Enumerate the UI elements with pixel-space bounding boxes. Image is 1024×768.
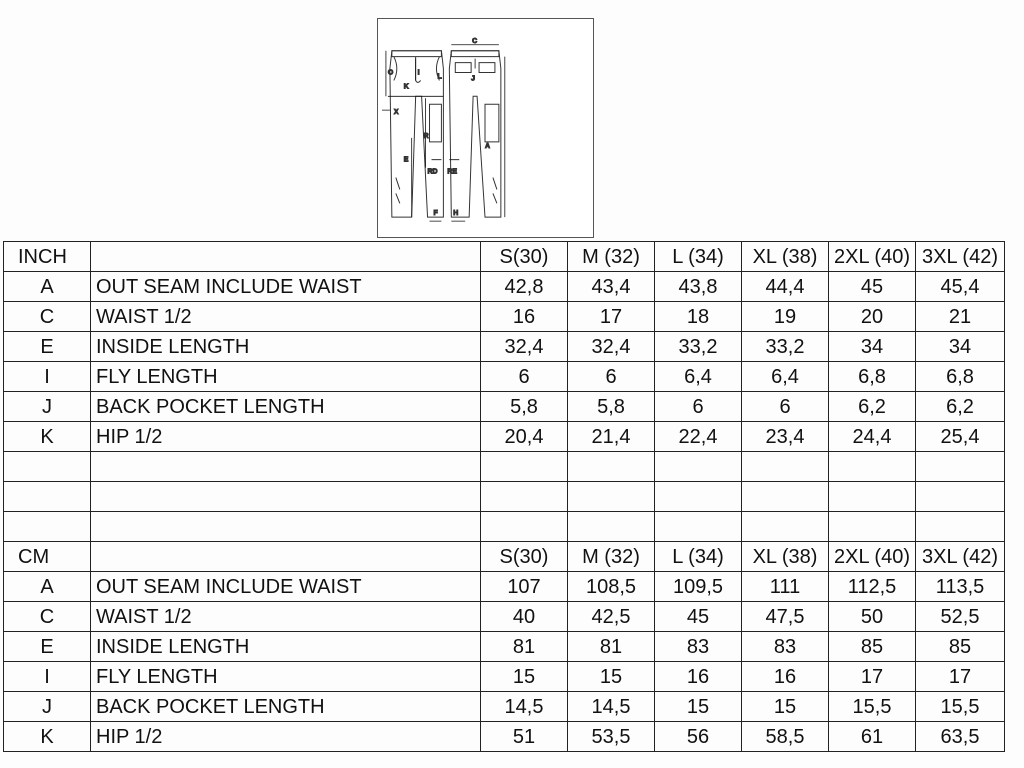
size-header-cell: L (34) xyxy=(655,242,742,272)
measurement-value: 16 xyxy=(742,662,829,692)
diagram-label-i: I xyxy=(417,69,420,77)
front-knee-seam xyxy=(396,178,400,204)
measurement-value: 15 xyxy=(481,662,568,692)
empty-cell xyxy=(742,482,829,512)
measurement-value: 113,5 xyxy=(916,572,1005,602)
back-pocket-right xyxy=(479,63,495,73)
measurement-value: 15 xyxy=(568,662,655,692)
measurement-code: K xyxy=(4,722,91,752)
measurement-value: 21,4 xyxy=(568,422,655,452)
measurement-value: 15,5 xyxy=(916,692,1005,722)
size-header-cell: 2XL (40) xyxy=(829,542,916,572)
measurement-value: 83 xyxy=(742,632,829,662)
diagram-label-o: O xyxy=(387,69,394,77)
table-row xyxy=(4,572,1005,602)
measurement-value: 16 xyxy=(655,662,742,692)
measurement-value: 45 xyxy=(829,272,916,302)
diagram-label-l: L xyxy=(437,73,442,81)
front-waistband xyxy=(392,51,442,57)
trousers-diagram xyxy=(377,18,594,238)
measurement-value: 19 xyxy=(742,302,829,332)
measurement-value: 50 xyxy=(829,602,916,632)
measurement-name: HIP 1/2 xyxy=(91,722,481,752)
empty-row xyxy=(4,512,1005,542)
measurement-value: 6,4 xyxy=(742,362,829,392)
measurement-code: E xyxy=(4,632,91,662)
measurement-name: FLY LENGTH xyxy=(91,662,481,692)
measurement-value: 22,4 xyxy=(655,422,742,452)
diagram-label-rd: RD xyxy=(427,168,438,176)
size-header-cell: 3XL (42) xyxy=(916,542,1005,572)
measurement-code: A xyxy=(4,272,91,302)
measurement-value: 83 xyxy=(655,632,742,662)
empty-cell xyxy=(829,452,916,482)
table-row xyxy=(4,662,1005,692)
empty-cell xyxy=(655,452,742,482)
measurement-value: 107 xyxy=(481,572,568,602)
measurement-name: OUT SEAM INCLUDE WAIST xyxy=(91,272,481,302)
empty-cell xyxy=(916,512,1005,542)
measurement-code: I xyxy=(4,362,91,392)
table-row xyxy=(4,362,1005,392)
diagram-label-c: C xyxy=(472,37,478,45)
empty-cell xyxy=(916,452,1005,482)
measurement-value: 42,8 xyxy=(481,272,568,302)
table-row xyxy=(4,392,1005,422)
measurement-value: 6,2 xyxy=(829,392,916,422)
size-header-cell: L (34) xyxy=(655,542,742,572)
measurement-value: 42,5 xyxy=(568,602,655,632)
table-row xyxy=(4,632,1005,662)
header-empty-cell xyxy=(91,542,481,572)
measurement-value: 23,4 xyxy=(742,422,829,452)
measurement-value: 6 xyxy=(568,362,655,392)
empty-cell xyxy=(829,482,916,512)
measurement-value: 20,4 xyxy=(481,422,568,452)
size-header-cell: 3XL (42) xyxy=(916,242,1005,272)
empty-cell xyxy=(481,482,568,512)
front-pocket-left xyxy=(394,57,397,81)
measurement-value: 32,4 xyxy=(481,332,568,362)
measurement-value: 34 xyxy=(829,332,916,362)
empty-cell xyxy=(481,512,568,542)
empty-cell xyxy=(742,452,829,482)
empty-row xyxy=(4,452,1005,482)
measurement-value: 20 xyxy=(829,302,916,332)
measurement-value: 52,5 xyxy=(916,602,1005,632)
size-header-cell: S(30) xyxy=(481,542,568,572)
measurement-value: 6 xyxy=(481,362,568,392)
measurement-value: 58,5 xyxy=(742,722,829,752)
measurement-value: 6,4 xyxy=(655,362,742,392)
measurement-value: 56 xyxy=(655,722,742,752)
back-cargo-pocket xyxy=(485,104,499,142)
measurement-value: 6 xyxy=(655,392,742,422)
measurement-value: 17 xyxy=(568,302,655,332)
diagram-label-f: F xyxy=(433,210,438,218)
empty-row xyxy=(4,482,1005,512)
empty-cell xyxy=(91,482,481,512)
diagram-label-h: H xyxy=(453,210,459,218)
measurement-value: 63,5 xyxy=(916,722,1005,752)
measurement-code: A xyxy=(4,572,91,602)
measurement-value: 47,5 xyxy=(742,602,829,632)
size-header-cell: XL (38) xyxy=(742,242,829,272)
measurement-value: 81 xyxy=(481,632,568,662)
measurement-value: 24,4 xyxy=(829,422,916,452)
measurement-value: 33,2 xyxy=(742,332,829,362)
size-header-cell: S(30) xyxy=(481,242,568,272)
empty-cell xyxy=(655,512,742,542)
back-knee-seam xyxy=(493,178,497,204)
diagram-label-k: K xyxy=(403,83,409,91)
table-row xyxy=(4,272,1005,302)
back-pocket-left xyxy=(455,63,471,73)
measurement-value: 6,8 xyxy=(916,362,1005,392)
measurement-value: 34 xyxy=(916,332,1005,362)
empty-cell xyxy=(4,512,91,542)
measurement-name: BACK POCKET LENGTH xyxy=(91,692,481,722)
measurement-code: C xyxy=(4,602,91,632)
front-trousers-outline xyxy=(387,51,444,217)
diagram-label-e: E xyxy=(403,156,409,164)
measurement-name: INSIDE LENGTH xyxy=(91,632,481,662)
measurement-value: 40 xyxy=(481,602,568,632)
measurement-value: 17 xyxy=(829,662,916,692)
table-row xyxy=(4,422,1005,452)
table-row xyxy=(4,302,1005,332)
measurement-name: WAIST 1/2 xyxy=(91,302,481,332)
measurement-value: 43,8 xyxy=(655,272,742,302)
header-empty-cell xyxy=(91,242,481,272)
measurement-code: J xyxy=(4,392,91,422)
empty-cell xyxy=(481,452,568,482)
diagram-label-re: RE xyxy=(447,168,457,176)
cm-header-row xyxy=(4,542,1005,572)
measurement-name: FLY LENGTH xyxy=(91,362,481,392)
measurement-value: 16 xyxy=(481,302,568,332)
measurement-name: WAIST 1/2 xyxy=(91,602,481,632)
measurement-value: 6 xyxy=(742,392,829,422)
back-trousers-outline xyxy=(449,51,501,217)
measurement-value: 15,5 xyxy=(829,692,916,722)
measurement-value: 17 xyxy=(916,662,1005,692)
trousers-measurement-diagram-icon xyxy=(378,19,593,237)
measurement-value: 14,5 xyxy=(481,692,568,722)
measurement-value: 85 xyxy=(829,632,916,662)
measurement-value: 51 xyxy=(481,722,568,752)
measurement-value: 14,5 xyxy=(568,692,655,722)
measurement-value: 18 xyxy=(655,302,742,332)
back-waistband xyxy=(451,51,499,57)
diagram-label-a: A xyxy=(485,142,491,150)
measurement-value: 33,2 xyxy=(655,332,742,362)
measurement-value: 15 xyxy=(742,692,829,722)
measurement-code: C xyxy=(4,302,91,332)
measurement-value: 15 xyxy=(655,692,742,722)
measurement-value: 53,5 xyxy=(568,722,655,752)
empty-cell xyxy=(91,512,481,542)
measurement-value: 6,8 xyxy=(829,362,916,392)
measurement-value: 112,5 xyxy=(829,572,916,602)
empty-cell xyxy=(91,452,481,482)
measurement-value: 44,4 xyxy=(742,272,829,302)
measurement-name: OUT SEAM INCLUDE WAIST xyxy=(91,572,481,602)
front-cargo-pocket xyxy=(430,104,442,142)
measurement-value: 25,4 xyxy=(916,422,1005,452)
unit-label-cm: CM xyxy=(4,542,91,572)
measurement-value: 108,5 xyxy=(568,572,655,602)
unit-label-inch: INCH xyxy=(4,242,91,272)
diagram-label-r: R xyxy=(423,132,429,140)
measurement-name: BACK POCKET LENGTH xyxy=(91,392,481,422)
table-row xyxy=(4,692,1005,722)
empty-cell xyxy=(655,482,742,512)
measurement-value: 61 xyxy=(829,722,916,752)
measurement-name: INSIDE LENGTH xyxy=(91,332,481,362)
size-header-cell: 2XL (40) xyxy=(829,242,916,272)
measurement-value: 45,4 xyxy=(916,272,1005,302)
measurement-code: J xyxy=(4,692,91,722)
measurement-value: 21 xyxy=(916,302,1005,332)
measurement-code: K xyxy=(4,422,91,452)
size-header-cell: M (32) xyxy=(568,242,655,272)
empty-cell xyxy=(568,482,655,512)
table-row xyxy=(4,332,1005,362)
measurement-value: 5,8 xyxy=(568,392,655,422)
empty-cell xyxy=(742,512,829,542)
empty-cell xyxy=(568,512,655,542)
measurement-name: HIP 1/2 xyxy=(91,422,481,452)
empty-cell xyxy=(568,452,655,482)
measurement-code: I xyxy=(4,662,91,692)
inch-header-row xyxy=(4,242,1005,272)
table-row xyxy=(4,722,1005,752)
measurement-value: 109,5 xyxy=(655,572,742,602)
measurement-value: 32,4 xyxy=(568,332,655,362)
table-row xyxy=(4,602,1005,632)
measurement-code: E xyxy=(4,332,91,362)
measurement-value: 6,2 xyxy=(916,392,1005,422)
measurement-value: 43,4 xyxy=(568,272,655,302)
empty-cell xyxy=(829,512,916,542)
measurement-value: 111 xyxy=(742,572,829,602)
measurement-value: 81 xyxy=(568,632,655,662)
empty-cell xyxy=(4,452,91,482)
size-header-cell: XL (38) xyxy=(742,542,829,572)
diagram-label-x: X xyxy=(393,109,399,117)
size-chart-table xyxy=(3,241,1005,752)
measurement-value: 5,8 xyxy=(481,392,568,422)
size-header-cell: M (32) xyxy=(568,542,655,572)
measurement-value: 85 xyxy=(916,632,1005,662)
diagram-label-j: J xyxy=(471,75,475,83)
empty-cell xyxy=(4,482,91,512)
measurement-value: 45 xyxy=(655,602,742,632)
empty-cell xyxy=(916,482,1005,512)
